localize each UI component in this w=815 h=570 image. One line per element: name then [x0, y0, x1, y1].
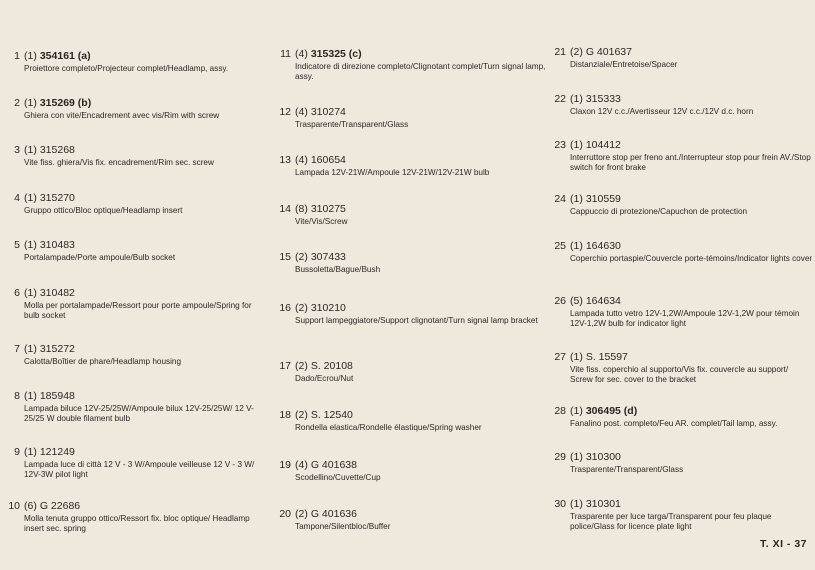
part-description: Trasparente/Transparent/Glass [570, 465, 684, 474]
part-entry [276, 154, 546, 178]
reference-number: 2 [14, 97, 20, 109]
part-number: 315272 [39, 343, 75, 355]
part-description: Lampada tutto vetro 12V-1,2W/Ampoule 12V-1,2W pour témoin 12V-1,2W bulb for indicator light [570, 309, 800, 328]
part-number: 310301 [585, 498, 621, 510]
reference-number: 12 [279, 106, 291, 118]
part-header [276, 154, 546, 166]
part-entry [4, 343, 266, 367]
quantity: (2) [295, 251, 308, 263]
part-description: Trasparente/Transparent/Glass [295, 120, 409, 129]
reference-number: 30 [554, 498, 566, 510]
part-entry [551, 46, 813, 70]
quantity: (1) [24, 192, 37, 204]
quantity: (2) [295, 360, 308, 372]
quantity: (1) [570, 240, 583, 252]
part-description: Claxon 12V c.c./Avertisseur 12V c.c./12V d.c. horn [570, 107, 754, 116]
quantity: (2) [295, 409, 308, 421]
part-number: 310559 [585, 193, 621, 205]
reference-number: 18 [279, 409, 291, 421]
reference-number: 3 [14, 144, 20, 156]
part-header [551, 351, 813, 363]
part-number: S. 15597 [585, 351, 628, 363]
quantity: (1) [24, 343, 37, 355]
quantity: (1) [570, 451, 583, 463]
reference-number: 11 [280, 48, 291, 60]
part-description: Lampada luce di città 12 V - 3 W/Ampoule veilleuse 12 V - 3 W/ 12V-3W pilot light [24, 460, 255, 479]
part-description: Cappuccio di protezione/Capuchon de protection [570, 207, 748, 216]
reference-number: 14 [279, 203, 291, 215]
reference-number: 9 [14, 446, 20, 458]
part-number: S. 12540 [310, 409, 353, 421]
part-entry [4, 192, 266, 216]
part-description: Vite fiss. ghiera/Vis fix. encadrement/Rim sec. screw [24, 158, 214, 167]
part-description: Bussoletta/Bague/Bush [295, 265, 381, 274]
quantity: (1) [24, 144, 37, 156]
quantity: (1) [24, 97, 37, 109]
part-number: S. 20108 [310, 360, 353, 372]
part-description: Fanalino post. completo/Feu AR. complet/Tail lamp, assy. [570, 419, 778, 428]
part-description: Dado/Ecrou/Nut [295, 374, 354, 383]
part-number: 185948 [39, 390, 75, 402]
part-header [4, 446, 266, 458]
part-header [276, 508, 546, 520]
part-entry [551, 451, 813, 475]
part-number: 307433 [310, 251, 346, 263]
part-entry [276, 508, 546, 532]
part-number: G 401637 [585, 46, 632, 58]
part-header [551, 498, 813, 510]
part-entry [276, 360, 546, 384]
part-entry [551, 139, 813, 172]
part-header [551, 46, 813, 58]
reference-number: 28 [554, 405, 566, 417]
part-description: Lampada 12V-21W/Ampoule 12V-21W/12V-21W bulb [295, 168, 490, 177]
reference-number: 10 [8, 500, 20, 512]
part-number: 160654 [310, 154, 346, 166]
part-description: Tampone/Silentbloc/Buffer [295, 522, 391, 531]
part-number: 310210 [310, 302, 346, 314]
reference-number: 17 [279, 360, 291, 372]
quantity: (4) [295, 106, 308, 118]
part-header [276, 360, 546, 372]
page-reference: T. XI - 37 [759, 538, 807, 550]
reference-number: 4 [14, 192, 20, 204]
quantity: (8) [295, 203, 308, 215]
part-entry [276, 302, 546, 326]
part-header [4, 50, 266, 62]
part-entry [551, 193, 813, 217]
part-header [276, 302, 546, 314]
part-number: 315268 [39, 144, 75, 156]
part-entry [276, 409, 546, 433]
part-header [4, 239, 266, 251]
part-header [551, 295, 813, 307]
part-number: 306495 (d) [585, 405, 638, 417]
part-entry [4, 239, 266, 263]
reference-number: 7 [14, 343, 20, 355]
quantity: (4) [295, 48, 308, 60]
part-description: Scodellino/Cuvette/Cup [295, 473, 381, 482]
part-number: G 22686 [39, 500, 81, 512]
part-header [4, 343, 266, 355]
reference-number: 1 [14, 50, 20, 62]
part-header [276, 459, 546, 471]
part-header [551, 405, 813, 417]
quantity: (4) [295, 459, 308, 471]
quantity: (1) [24, 50, 37, 62]
part-entry [551, 295, 813, 328]
part-header [551, 193, 813, 205]
part-number: 310300 [585, 451, 621, 463]
quantity: (2) [295, 508, 308, 520]
reference-number: 16 [279, 302, 291, 314]
reference-number: 6 [14, 287, 20, 299]
part-number: 315333 [585, 93, 621, 105]
part-entry [4, 500, 266, 533]
part-entry [551, 405, 813, 429]
part-entry [276, 203, 546, 227]
part-header [276, 48, 546, 60]
quantity: (1) [24, 390, 37, 402]
reference-number: 13 [279, 154, 291, 166]
part-number: 315269 (b) [39, 97, 92, 109]
quantity: (1) [570, 351, 583, 363]
part-description: Rondella elastica/Rondelle élastique/Spring washer [295, 423, 482, 432]
reference-number: 22 [554, 93, 566, 105]
part-header [4, 97, 266, 109]
part-number: 164634 [585, 295, 621, 307]
part-entry [4, 144, 266, 168]
part-entry [4, 287, 266, 320]
part-description: Trasparente per luce targa/Transparent pour feu plaque police/Glass for licence plate light [570, 512, 772, 531]
part-description: Vite fiss. coperchio al supporto/Vis fix. couvercle au support/ Screw for sec. cover to the bracket [570, 365, 789, 384]
part-header [276, 203, 546, 215]
part-number: 310482 [39, 287, 75, 299]
part-number: 315270 [39, 192, 75, 204]
part-entry [4, 97, 266, 121]
part-description: Interruttore stop per freno ant./Interrupteur stop pour frein AV./Stop switch for front brake [570, 153, 811, 172]
part-header [4, 192, 266, 204]
part-entry [4, 446, 266, 479]
part-description: Molla tenuta gruppo ottico/Ressort fix. bloc optique/ Headlamp insert sec. spring [24, 514, 250, 533]
quantity: (1) [24, 287, 37, 299]
part-header [551, 451, 813, 463]
part-number: G 401638 [310, 459, 357, 471]
part-entry [4, 50, 266, 74]
part-description: Portalampade/Porte ampoule/Bulb socket [24, 253, 176, 262]
reference-number: 5 [14, 239, 20, 251]
reference-number: 20 [279, 508, 291, 520]
part-header [551, 93, 813, 105]
quantity: (4) [295, 154, 308, 166]
part-header [4, 500, 266, 512]
quantity: (6) [24, 500, 37, 512]
part-description: Support lampeggiatore/Support clignotant/Turn signal lamp bracket [295, 316, 538, 325]
quantity: (2) [570, 46, 583, 58]
part-number: 121249 [39, 446, 75, 458]
part-number: 315325 (c) [310, 48, 362, 60]
reference-number: 23 [554, 139, 566, 151]
part-description: Lampada biluce 12V-25/25W/Ampoule bilux 12V-25/25W/ 12 V-25/25 W double filament bulb [24, 404, 254, 423]
part-entry [276, 48, 546, 81]
quantity: (1) [570, 139, 583, 151]
part-header [4, 287, 266, 299]
part-description: Calotta/Boîtier de phare/Headlamp housing [24, 357, 182, 366]
part-number: 354161 (a) [39, 50, 91, 62]
reference-number: 27 [554, 351, 566, 363]
part-entry [551, 93, 813, 117]
quantity: (1) [570, 193, 583, 205]
reference-number: 26 [554, 295, 566, 307]
part-description: Indicatore di direzione completo/Clignotant complet/Turn signal lamp, assy. [295, 62, 546, 81]
part-number: 310274 [310, 106, 346, 118]
part-header [551, 240, 813, 252]
part-entry [276, 251, 546, 275]
quantity: (2) [295, 302, 308, 314]
part-description: Ghiera con vite/Encadrement avec vis/Rim with screw [24, 111, 220, 120]
part-number: 164630 [585, 240, 621, 252]
quantity: (1) [570, 498, 583, 510]
part-entry [551, 240, 813, 264]
quantity: (1) [24, 239, 37, 251]
part-header [276, 409, 546, 421]
part-number: 104412 [585, 139, 621, 151]
part-entry [276, 106, 546, 130]
part-header [4, 144, 266, 156]
part-description: Vite/Vis/Screw [295, 217, 348, 226]
reference-number: 21 [554, 46, 566, 58]
reference-number: 29 [554, 451, 566, 463]
part-number: G 401636 [310, 508, 357, 520]
part-description: Distanziale/Entretoise/Spacer [570, 60, 678, 69]
part-entry [276, 459, 546, 483]
part-description: Gruppo ottico/Bloc optique/Headlamp insert [24, 206, 183, 215]
part-entry [551, 498, 813, 531]
reference-number: 15 [279, 251, 291, 263]
reference-number: 24 [554, 193, 566, 205]
part-number: 310275 [310, 203, 346, 215]
reference-number: 25 [554, 240, 566, 252]
part-description: Molla per portalampade/Ressort pour porte ampoule/Spring for bulb socket [24, 301, 252, 320]
reference-number: 19 [279, 459, 291, 471]
part-description: Proiettore completo/Projecteur complet/Headlamp, assy. [24, 64, 229, 73]
part-header [276, 106, 546, 118]
part-number: 310483 [39, 239, 75, 251]
part-header [276, 251, 546, 263]
quantity: (5) [570, 295, 583, 307]
quantity: (1) [570, 405, 583, 417]
part-description: Coperchio portaspie/Couvercle porte-témoins/Indicator lights cover [570, 254, 813, 263]
quantity: (1) [24, 446, 37, 458]
quantity: (1) [570, 93, 583, 105]
part-entry [4, 390, 266, 423]
part-header [4, 390, 266, 402]
part-entry [551, 351, 813, 384]
part-header [551, 139, 813, 151]
reference-number: 8 [14, 390, 20, 402]
